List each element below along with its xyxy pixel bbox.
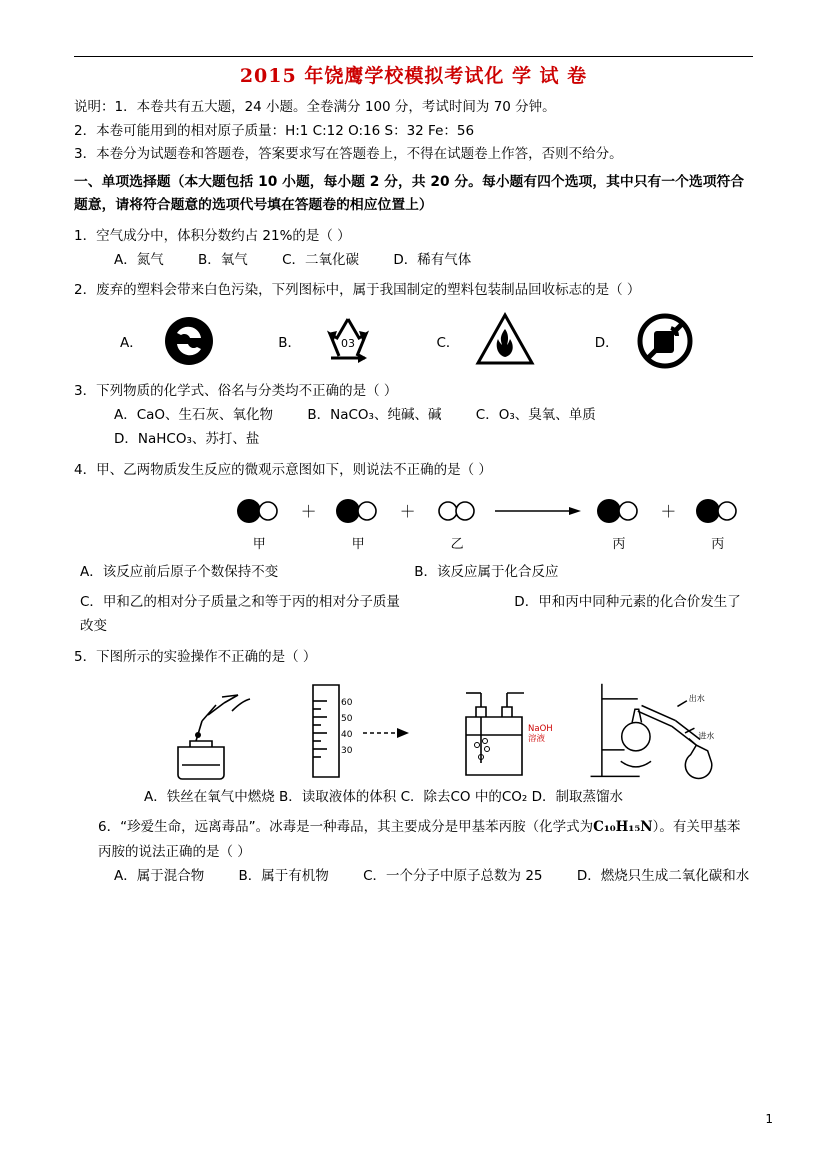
no-pouring-prohibited-icon <box>635 311 695 371</box>
question-6 <box>74 815 753 864</box>
question-4-diagram <box>74 490 753 554</box>
question-4-stem: 甲、乙两物质发生反应的微观示意图如下，则说法不正确的是（ ） <box>96 461 492 478</box>
question-4-option-b: B．该反应属于化合反应 <box>414 563 559 580</box>
question-2-option-c-letter: C． <box>436 334 460 351</box>
molecule-operator-4: ＋ <box>660 502 677 522</box>
instruction-line-3: 3．本卷分为试题卷和答题卷，答案要求写在答题卷上，不得在试题卷上作答，否则不给分。 <box>74 146 623 163</box>
instruction-line-2: 2．本卷可能用到的相对原子质量：H:1 C:12 O:16 S：32 Fe：56 <box>74 122 475 139</box>
svg-text:30: 30 <box>340 746 352 757</box>
flammable-warning-icon <box>475 311 535 371</box>
question-3-number: 3． <box>74 382 97 399</box>
molecule-row <box>224 490 753 532</box>
molecule-label-1: 甲 <box>252 537 266 553</box>
question-5-apparatus-row <box>74 675 753 785</box>
svg-text:60: 60 <box>340 698 352 709</box>
measuring-cylinder-reading-icon <box>277 681 430 785</box>
question-4 <box>74 458 753 482</box>
question-2-stem: 废弃的塑料会带来白色污染，下列图标中，属于我国制定的塑料包装制品回收标志的是（ ） <box>96 282 641 299</box>
recycling-triangle-03-icon <box>317 311 377 371</box>
instruction-line-1: 说明：1．本卷共有五大题，24 小题。全卷满分 100 分，考试时间为 70 分钟。 <box>74 99 556 115</box>
question-3-option-a: A．CaO、生石灰、氧化物 <box>114 406 274 423</box>
question-2-option-a <box>120 311 278 371</box>
question-1-options <box>74 248 753 272</box>
header-rule <box>74 56 753 57</box>
question-4-options-line-1 <box>74 560 753 584</box>
question-1-option-b: B．氧气 <box>198 252 248 269</box>
question-1-stem: 空气成分中，体积分数约占 21%的是（ ） <box>96 227 351 244</box>
question-5-number: 5． <box>74 648 97 665</box>
question-3-option-d: D．NaHCO₃、苏打、盐 <box>114 431 260 448</box>
svg-text:50: 50 <box>340 714 352 725</box>
question-2-option-b <box>278 311 436 371</box>
question-3-options <box>74 403 753 452</box>
molecule-unit-5 <box>683 494 753 528</box>
molecule-unit-2 <box>323 494 393 528</box>
question-1-option-a: A．氮气 <box>114 252 164 269</box>
question-3-option-c: C．O₃、臭氧、单质 <box>475 406 596 423</box>
question-1-option-c: C．二氧化碳 <box>282 252 360 269</box>
question-1-option-d: D．稀有气体 <box>393 252 472 269</box>
question-5-options <box>74 785 753 809</box>
page-number: 1 <box>765 1112 773 1126</box>
question-5 <box>74 645 753 669</box>
question-6-option-d: D．燃烧只生成二氧化碳和水 <box>576 867 750 884</box>
svg-text:03: 03 <box>341 336 356 350</box>
question-2-option-b-letter: B． <box>278 334 302 351</box>
question-6-option-b: B．属于有机物 <box>238 867 329 884</box>
question-6-stem-part2: ）。有关甲基苯丙胺的说法正确的是（ ） <box>98 819 741 860</box>
question-6-formula: C₁₀H₁₅N <box>593 819 653 836</box>
molecule-unit-1 <box>224 494 294 528</box>
no-food-symbol-icon <box>159 311 219 371</box>
iron-wire-burning-in-oxygen-icon <box>124 681 277 785</box>
question-2-number: 2． <box>74 282 97 299</box>
question-1 <box>74 224 753 248</box>
svg-text:进水: 进水 <box>698 731 715 741</box>
question-6-option-a: A．属于混合物 <box>114 867 205 884</box>
molecule-label-3: 乙 <box>450 537 464 553</box>
question-6-option-c: C．一个分子中原子总数为 25 <box>363 867 543 884</box>
reaction-arrow-icon <box>492 503 583 519</box>
molecule-operator-2: ＋ <box>399 502 416 522</box>
question-3 <box>74 379 753 403</box>
page-title: 2015 年饶鹰学校模拟考试化 学 试 卷 <box>239 65 588 87</box>
molecule-labels <box>224 532 753 554</box>
svg-text:NaOH: NaOH <box>527 724 553 735</box>
gas-washing-bottle-naoh-icon <box>430 681 583 785</box>
question-5-options-line: A．铁丝在氧气中燃烧 B．读取液体的体积 C．除去CO 中的CO₂ D．制取蒸馏水 <box>144 789 623 806</box>
question-2 <box>74 278 753 302</box>
distillation-setup-icon <box>583 677 753 785</box>
question-2-option-d-letter: D． <box>594 334 619 351</box>
molecule-operator-1: ＋ <box>300 502 317 522</box>
molecule-label-4: 丙 <box>612 537 626 553</box>
question-6-stem-part1: “珍爱生命，远离毒品”。冰毒是一种毒品，其主要成分是甲基苯丙胺（化学式为 <box>120 819 594 836</box>
question-3-option-b: B．NaCO₃、纯碱、碱 <box>307 406 442 423</box>
question-6-options <box>74 864 753 888</box>
question-4-options-line-2 <box>74 590 753 639</box>
question-5-stem: 下图所示的实验操作不正确的是（ ） <box>96 648 317 665</box>
question-4-option-a: A．该反应前后原子个数保持不变 <box>80 563 279 580</box>
question-4-option-c: C．甲和乙的相对分子质量之和等于丙的相对分子质量 <box>80 594 400 611</box>
svg-text:40: 40 <box>340 730 352 741</box>
molecule-unit-4 <box>584 494 654 528</box>
question-4-option-d: D．甲和丙中同种元素的化合价发生了改变 <box>80 594 741 635</box>
question-2-icon-options <box>74 309 753 373</box>
svg-text:出水: 出水 <box>688 693 705 703</box>
svg-text:溶液: 溶液 <box>527 734 545 745</box>
question-2-option-a-letter: A． <box>120 334 143 351</box>
section-heading: 一、单项选择题（本大题包括 10 小题，每小题 2 分，共 20 分。每小题有四个选项，其中只有一个选项符合题意，请将符合题意的选项代号填在答题卷的相应位置上） <box>74 173 745 214</box>
question-1-number: 1． <box>74 227 97 244</box>
question-2-option-c <box>437 311 595 371</box>
molecule-label-5: 丙 <box>711 537 725 553</box>
question-4-number: 4． <box>74 461 97 478</box>
question-2-option-d <box>595 311 753 371</box>
molecule-unit-3 <box>422 494 492 528</box>
molecule-label-2: 甲 <box>351 537 365 553</box>
question-6-number: 6． <box>98 819 121 836</box>
question-3-stem: 下列物质的化学式、俗名与分类均不正确的是（ ） <box>96 382 398 399</box>
